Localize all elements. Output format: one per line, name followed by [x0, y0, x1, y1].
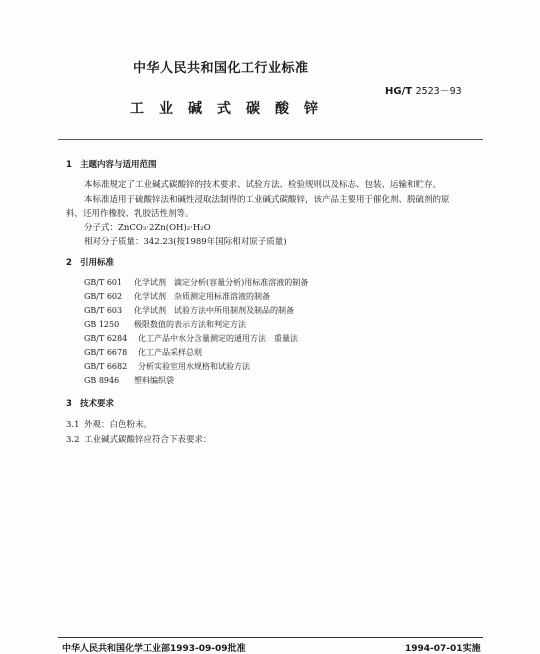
section-3-title: 技术要求 [80, 399, 115, 409]
reference-title: 极限数值的表示方法和判定方法 [134, 320, 246, 329]
standard-code [385, 82, 462, 97]
reference-code: GB/T 602 [84, 292, 123, 301]
section-3-heading [66, 397, 114, 409]
section-1-number: 1 [66, 160, 72, 170]
molecular-weight: 相对分子质量：342.23(按1989年国际相对原子质量) [84, 237, 287, 247]
implementation-date: 1994-07-01实施 [405, 644, 481, 654]
reference-code: GB 8946 [84, 376, 120, 385]
clause-3-2-number: 3.2 [66, 435, 80, 445]
document-title: 工业碱式碳酸锌 [130, 101, 333, 117]
clause-3-2-text: 工业碱式碳酸锌应符合下表要求： [84, 435, 212, 445]
reference-code: GB/T 6678 [84, 348, 128, 357]
reference-item [84, 333, 298, 344]
reference-item [84, 291, 270, 302]
clause-3-1-number: 3.1 [66, 420, 80, 430]
reference-code: GB/T 603 [84, 306, 123, 315]
reference-item [84, 361, 250, 372]
reference-code: GB 1250 [84, 320, 120, 329]
reference-item [84, 277, 308, 288]
section-2-number: 2 [66, 258, 72, 268]
molecular-formula: 分子式：ZnCO₃·2Zn(OH)₂·H₂O [84, 223, 211, 233]
footer-divider [58, 637, 483, 638]
reference-code: GB/T 6284 [84, 334, 128, 343]
reference-title: 化工产品中水分含量测定的通用方法 重量法 [138, 334, 298, 343]
reference-item [84, 375, 174, 386]
reference-item [84, 319, 246, 330]
section-1-paragraph-1: 本标准规定了工业碱式碳酸锌的技术要求、试验方法、检验规则以及标志、包装、运输和贮存。 [84, 180, 442, 190]
section-3-number: 3 [66, 399, 72, 409]
reference-code: GB/T 6682 [84, 362, 128, 371]
header-divider [58, 139, 483, 140]
clause-3-2 [66, 433, 212, 445]
issuing-organization: 中华人民共和国化工行业标准 [133, 61, 309, 76]
reference-title: 化学试剂 杂质测定用标准溶液的制备 [134, 292, 270, 301]
approval-statement: 中华人民共和国化学工业部1993-09-09批准 [62, 644, 246, 654]
section-1-heading [66, 158, 157, 170]
reference-title: 化学试剂 试验方法中所用制剂及制品的制备 [134, 306, 294, 315]
reference-title: 塑料编织袋 [134, 376, 174, 385]
reference-item [84, 347, 202, 358]
section-2-title: 引用标准 [80, 258, 115, 268]
clause-3-1 [66, 418, 152, 430]
reference-title: 化学试剂 滴定分析(容量分析)用标准溶液的制备 [134, 278, 309, 287]
standard-prefix: HG/T [385, 86, 413, 97]
section-1-paragraph-2-line-2: 料，还用作橡胶、乳胶活性剂等。 [66, 209, 194, 219]
section-1-title: 主题内容与适用范围 [80, 160, 157, 170]
section-1-paragraph-2-line-1: 本标准适用于硫酸锌法和碱性浸取法制得的工业碱式碳酸锌，该产品主要用于催化剂、脱硫剂的原 [84, 195, 450, 205]
clause-3-1-text: 外观：白色粉末。 [84, 420, 153, 430]
section-2-heading [66, 256, 114, 268]
standard-number: 2523－93 [415, 86, 462, 97]
reference-item [84, 305, 294, 316]
reference-code: GB/T 601 [84, 278, 123, 287]
reference-title: 分析实验室用水规格和试验方法 [138, 362, 250, 371]
reference-title: 化工产品采样总则 [138, 348, 202, 357]
